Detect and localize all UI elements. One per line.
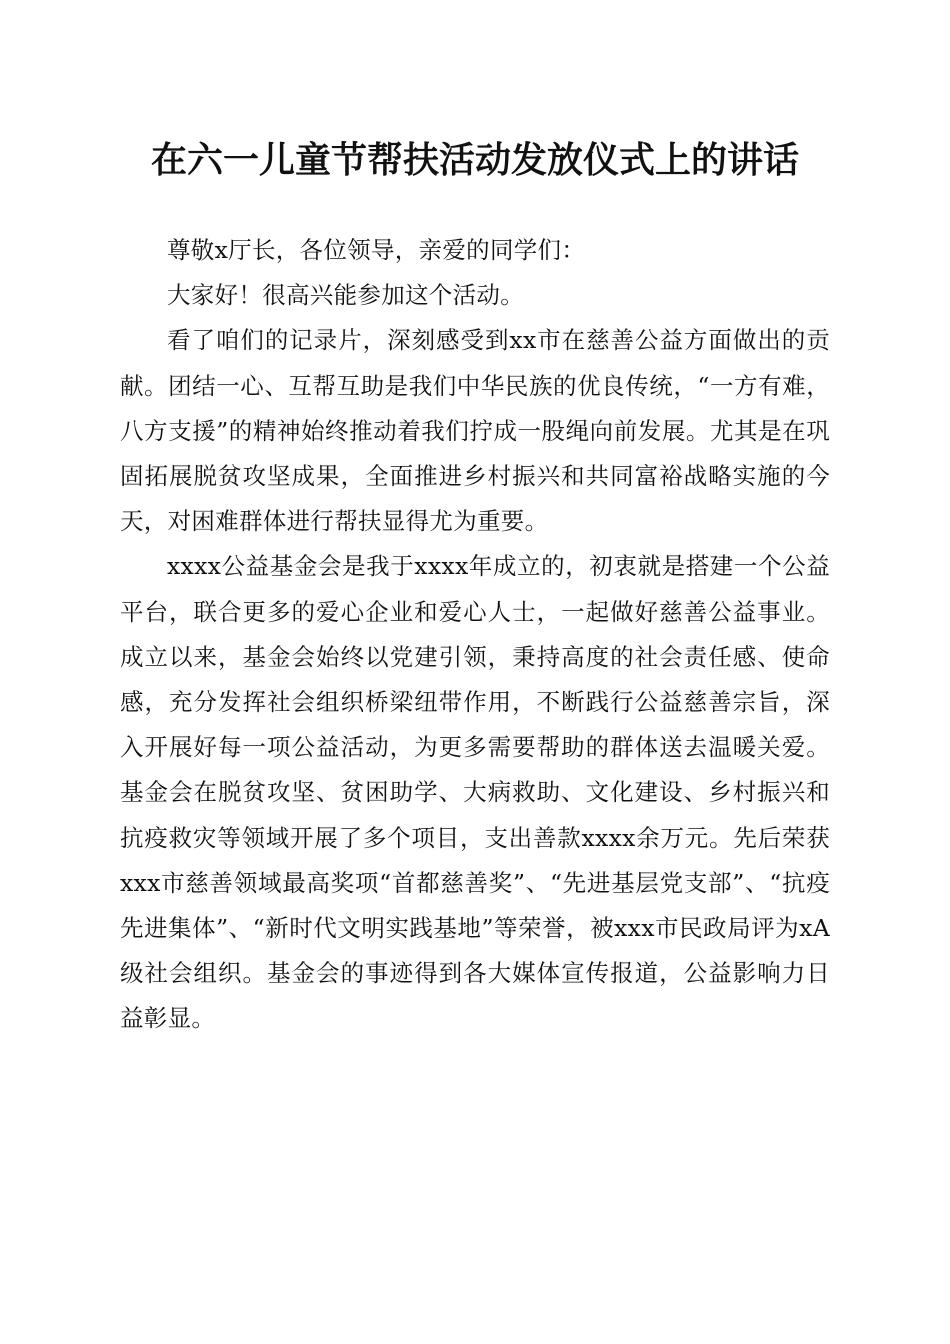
salutation-paragraph: 尊敬x厅长，各位领导，亲爱的同学们： <box>167 236 586 264</box>
document-title: 在六一儿童节帮扶活动发放仪式上的讲话 <box>150 139 799 181</box>
body-paragraph: 看了咱们的记录片，深刻感受到xx市在慈善公益方面做出的贡献。团结一心、互帮互助是我们中华民族的优良传统，“一方有难，八方支援”的精神始终推动着我们拧成一股绳向前发展。尤其是在巩固拓展脱贫攻坚成果，全面推进乡村振兴和共同富裕战略实施的今天，对困难群体进行帮扶显得尤为重要。 <box>120 326 830 536</box>
body-paragraph: xxxx公益基金会是我于xxxx年成立的，初衷就是搭建一个公益平台，联合更多的爱心企业和爱心人士，一起做好慈善公益事业。成立以来，基金会始终以党建引领，秉持高度的社会责任感、使命感，充分发挥社会组织桥梁纽带作用，不断践行公益慈善宗旨，深入开展好每一项公益活动，为更多需要帮助的群体送去温暖关爱。基金会在脱贫攻坚、贫困助学、大病救助、文化建设、乡村振兴和抗疫救灾等领域开展了多个项目，支出善款xxxx余万元。先后荣获xxx市慈善领域最高奖项“首都慈善奖”、“先进基层党支部”、“抗疫先进集体”、“新时代文明实践基地”等荣誉，被xxx市民政局评为xA级社会组织。基金会的事迹得到各大媒体宣传报道，公益影响力日益彰显。 <box>120 552 830 1033</box>
greeting-paragraph: 大家好！很高兴能参加这个活动。 <box>167 281 524 310</box>
document-body <box>120 228 830 1042</box>
